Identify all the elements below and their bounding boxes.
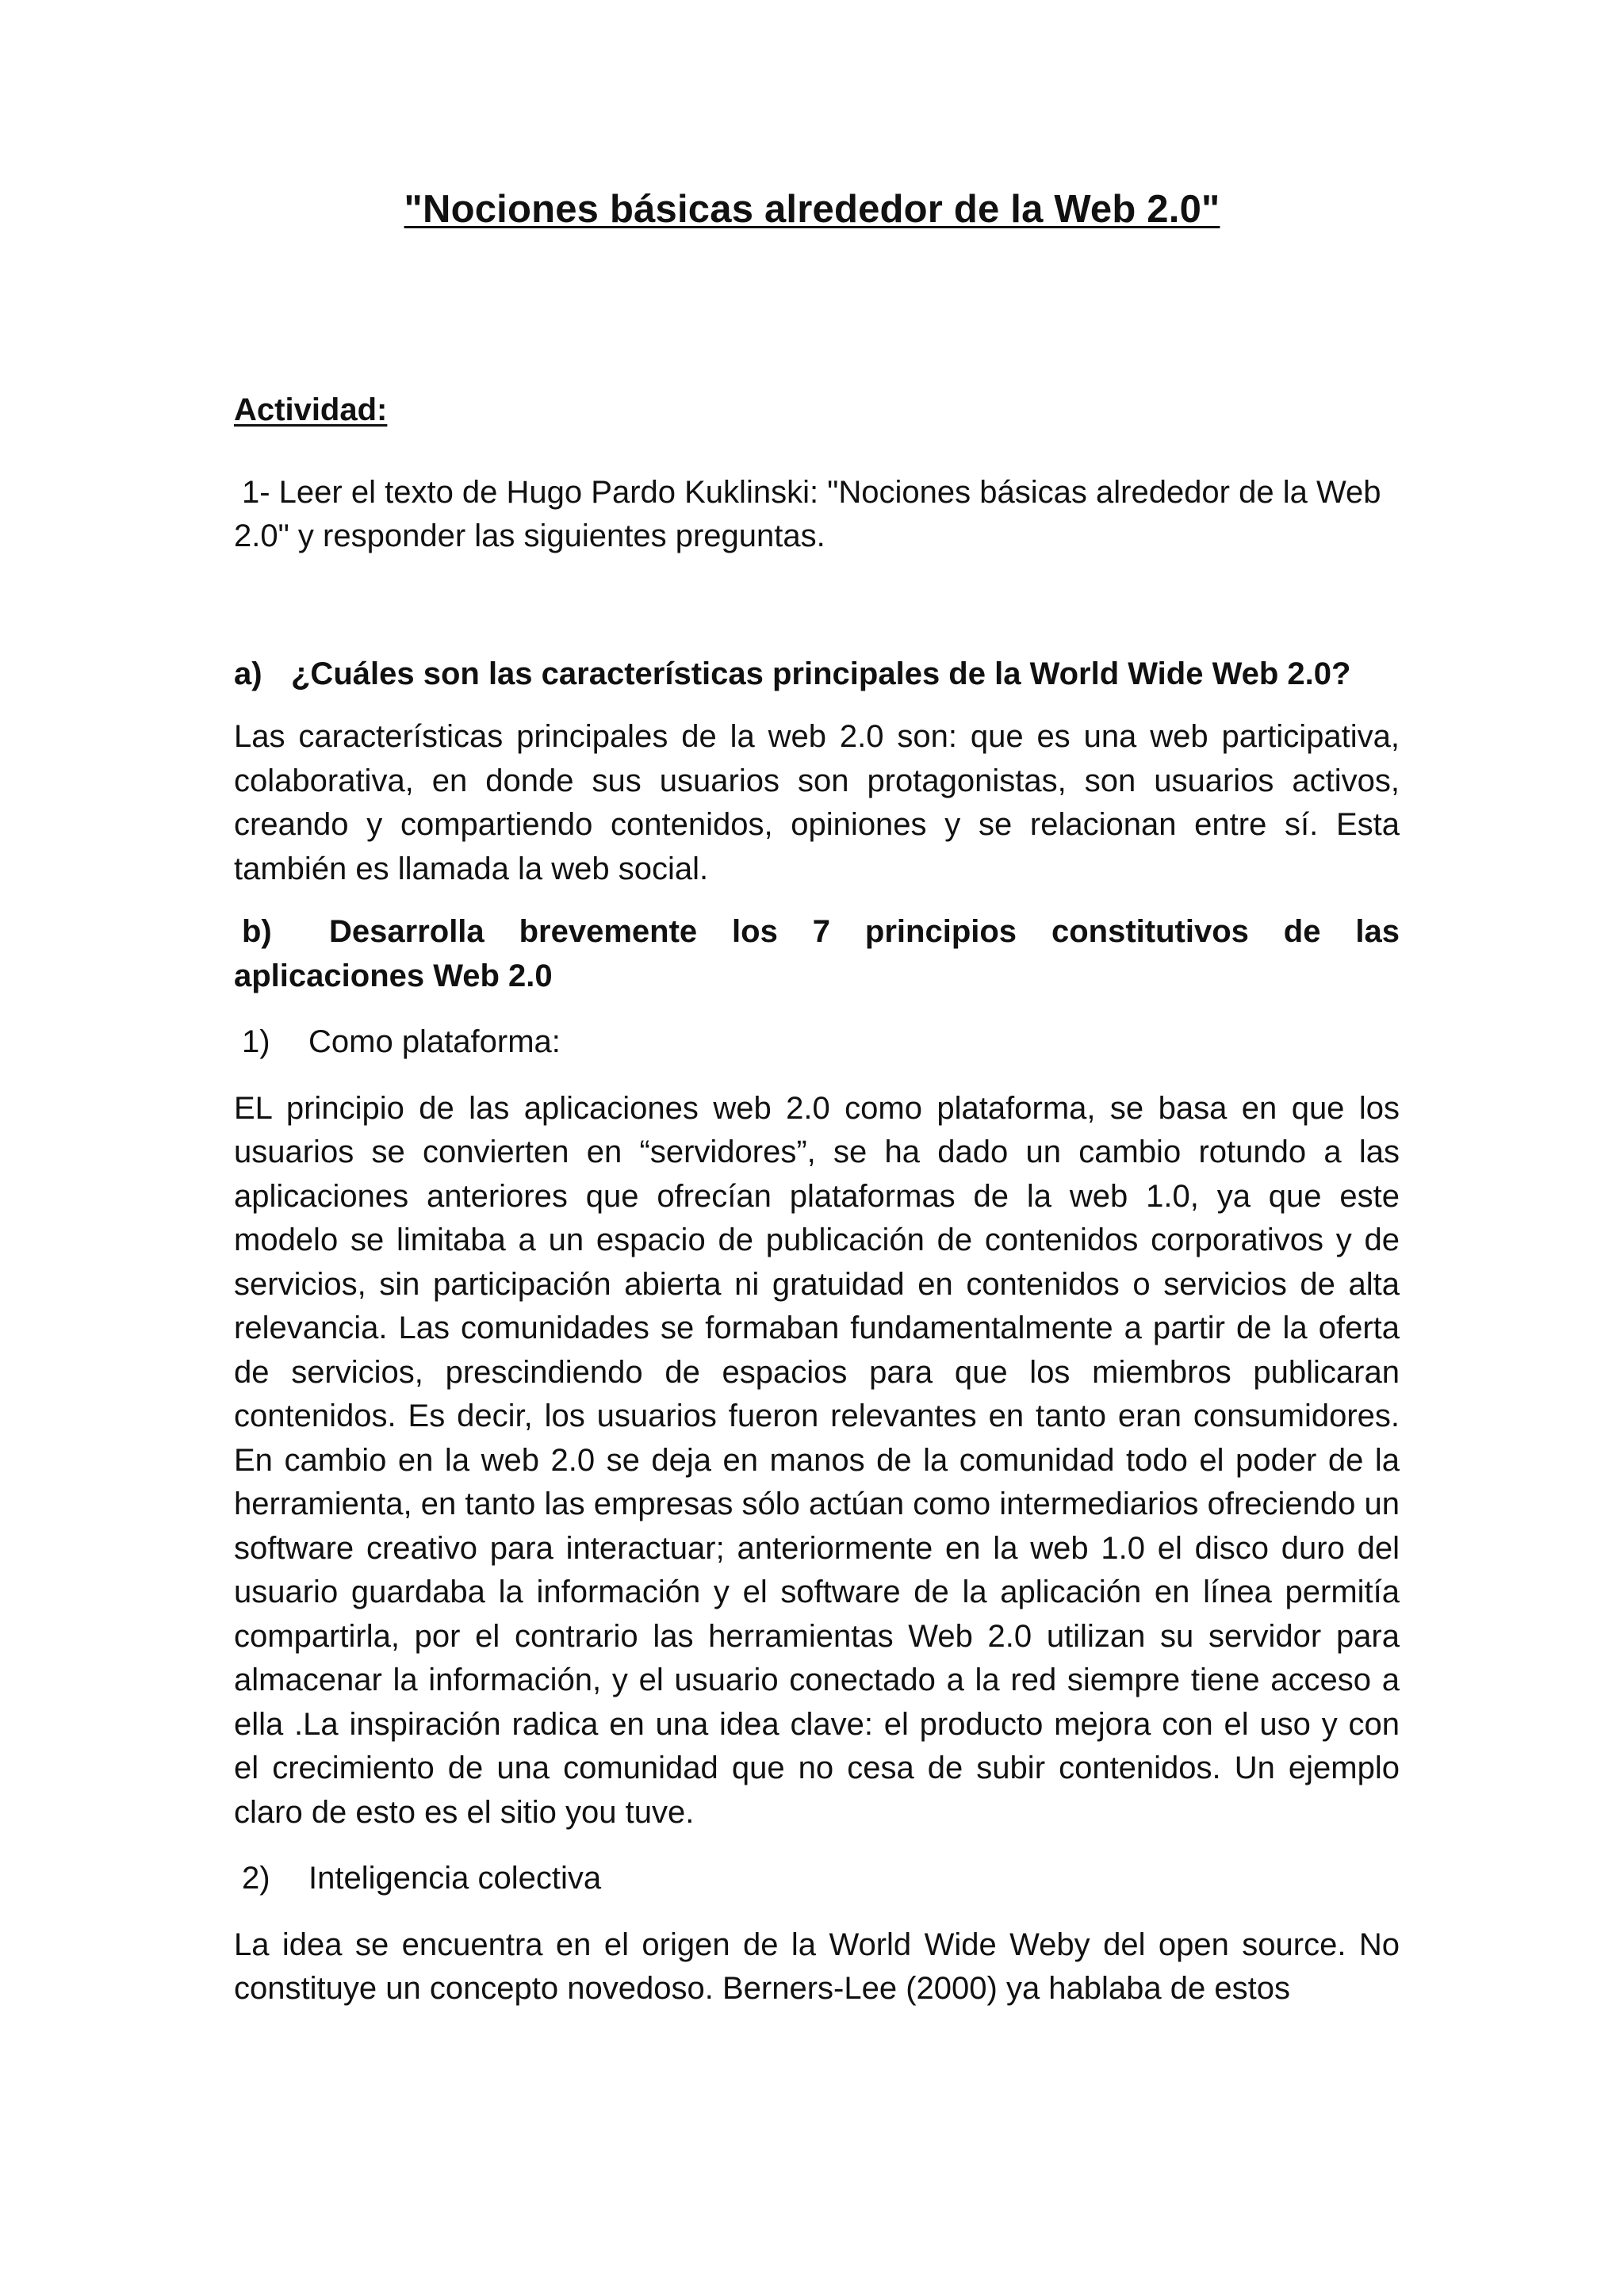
principle-2-title: Inteligencia colectiva (308, 1861, 602, 1896)
principle-1-paragraph: EL principio de las aplicaciones web 2.0 como plataforma, se basa en que los usuarios se convierten en “servidores”, se ha dado un cambio rotundo a las aplicaciones anteriores que ofrecían plataformas de la web 1.0, ya que este modelo se limitaba a un espacio de publicación de contenidos corporativos y de servicios, sin participación abierta ni gratuidad en contenidos o servicios de alta relevancia. Las comunidades se formaban fundamentalmente a partir de la oferta de servicios, prescindiendo de espacios para que los miembros publicaran contenidos. Es decir, los usuarios fueron relevantes en tanto eran consumidores. En cambio en la web 2.0 se deja en manos de la comunidad todo el poder de la herramienta, en tanto las empresas sólo actúan como intermediarios ofreciendo un software creativo para interactuar; anteriormente en la web 1.0 el disco duro del usuario guardaba la información y el software de la aplicación en línea permitía compartirla, por el contrario las herramientas Web 2.0 utilizan su servidor para almacenar la información, y el usuario conectado a la red siempre tiene acceso a ella .La inspiración radica en una idea clave: el producto mejora con el uso y con el crecimiento de una comunidad que no cesa de subir contenidos. Un ejemplo claro de esto es el sitio you tuve. (234, 1090, 1400, 1830)
document-body (234, 388, 1400, 2011)
question-a (234, 652, 1400, 697)
question-a-marker: a) (234, 656, 262, 691)
question-b (234, 910, 1400, 998)
document-title: "Nociones básicas alrededor de la Web 2.0" (404, 188, 1220, 231)
principle-2-number: 2) (242, 1861, 270, 1896)
question-b-text: Desarrolla brevemente los 7 principios constitutivos de las aplicaciones Web 2.0 (234, 914, 1400, 993)
intro-paragraph: 1- Leer el texto de Hugo Pardo Kuklinski: "Nociones básicas alrededor de la Web 2.0" y responder las siguientes preguntas. (234, 474, 1381, 553)
question-a-text: ¿Cuáles son las características principales de la World Wide Web 2.0? (291, 656, 1351, 691)
principle-1-number: 1) (242, 1024, 270, 1059)
activity-label: Actividad: (234, 392, 388, 427)
principle-1-title: Como plataforma: (308, 1024, 561, 1059)
question-b-marker: b) (242, 914, 272, 949)
principle-2-heading (234, 1857, 1400, 1901)
principle-1-heading (234, 1020, 1400, 1065)
answer-a-paragraph: Las características principales de la web 2.0 son: que es una web participativa, colaborativa, en donde sus usuarios son protagonistas, son usuarios activos, creando y compartiendo contenidos, opiniones y se relacionan entre sí. Esta también es llamada la web social. (234, 719, 1400, 886)
principle-2-paragraph: La idea se encuentra en el origen de la World Wide Weby del open source. No constituye un concepto novedoso. Berners-Lee (2000) ya hablaba de estos (234, 1927, 1400, 2006)
